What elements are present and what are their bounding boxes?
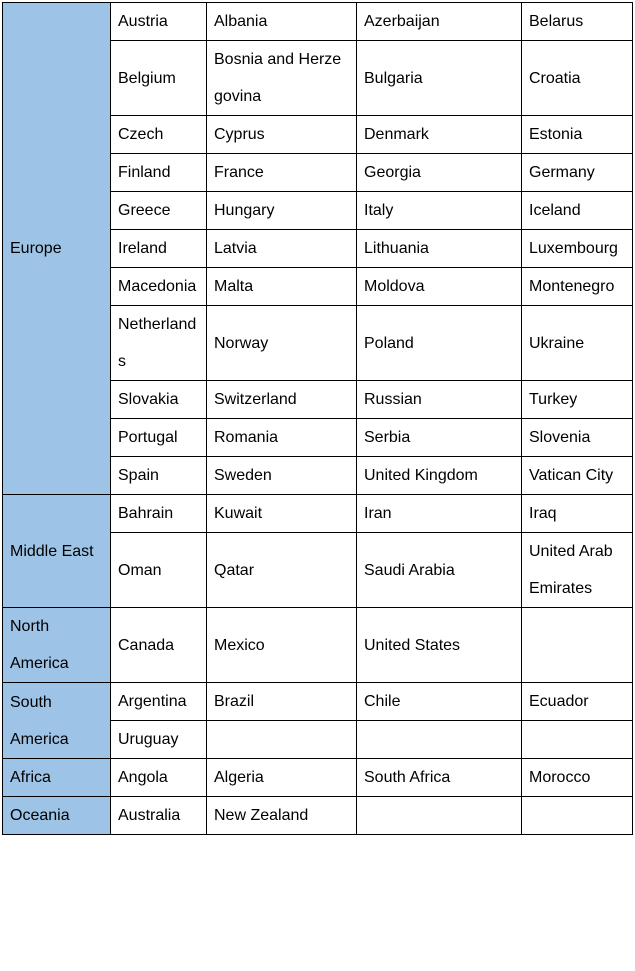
country-cell: South Africa <box>357 759 522 797</box>
country-cell: Azerbaijan <box>357 3 522 41</box>
region-cell: Oceania <box>3 797 111 835</box>
region-cell: Europe <box>3 3 111 495</box>
country-cell: Morocco <box>522 759 633 797</box>
country-cell: Germany <box>522 154 633 192</box>
country-cell: Serbia <box>357 419 522 457</box>
country-cell: Brazil <box>207 683 357 721</box>
country-cell: Lithuania <box>357 230 522 268</box>
country-region-table <box>2 2 633 835</box>
country-cell: Vatican City <box>522 457 633 495</box>
country-cell: Moldova <box>357 268 522 306</box>
country-cell: Chile <box>357 683 522 721</box>
country-cell: Macedonia <box>111 268 207 306</box>
country-cell: Ireland <box>111 230 207 268</box>
country-cell: Argentina <box>111 683 207 721</box>
country-cell: Spain <box>111 457 207 495</box>
country-cell: Italy <box>357 192 522 230</box>
country-cell: Georgia <box>357 154 522 192</box>
country-cell: New Zealand <box>207 797 357 835</box>
country-cell: Angola <box>111 759 207 797</box>
country-cell: Poland <box>357 306 522 381</box>
table-row <box>3 683 633 721</box>
country-cell <box>207 721 357 759</box>
country-cell: Portugal <box>111 419 207 457</box>
country-cell: Bosnia and Herzegovina <box>207 41 357 116</box>
country-cell <box>522 721 633 759</box>
country-cell: Iceland <box>522 192 633 230</box>
country-cell: Belgium <box>111 41 207 116</box>
country-cell: Bahrain <box>111 495 207 533</box>
country-cell: Ukraine <box>522 306 633 381</box>
country-cell: Albania <box>207 3 357 41</box>
region-cell: Africa <box>3 759 111 797</box>
country-cell: Mexico <box>207 608 357 683</box>
country-cell: Uruguay <box>111 721 207 759</box>
country-cell: Norway <box>207 306 357 381</box>
country-cell: United Kingdom <box>357 457 522 495</box>
country-cell: Switzerland <box>207 381 357 419</box>
country-cell: United Arab Emirates <box>522 533 633 608</box>
country-cell: Croatia <box>522 41 633 116</box>
country-cell: Qatar <box>207 533 357 608</box>
region-cell: North America <box>3 608 111 683</box>
country-cell: Oman <box>111 533 207 608</box>
country-cell: Ecuador <box>522 683 633 721</box>
country-cell: Kuwait <box>207 495 357 533</box>
region-cell: South America <box>3 683 111 759</box>
country-cell: Czech <box>111 116 207 154</box>
country-cell <box>357 721 522 759</box>
country-cell: Denmark <box>357 116 522 154</box>
country-cell: Estonia <box>522 116 633 154</box>
country-cell: Netherlands <box>111 306 207 381</box>
country-cell: Iraq <box>522 495 633 533</box>
country-cell: Slovenia <box>522 419 633 457</box>
table-row <box>3 495 633 533</box>
country-cell: Sweden <box>207 457 357 495</box>
country-cell: France <box>207 154 357 192</box>
country-cell: Austria <box>111 3 207 41</box>
country-cell: Montenegro <box>522 268 633 306</box>
table-row <box>3 3 633 41</box>
country-cell <box>522 797 633 835</box>
country-cell: United States <box>357 608 522 683</box>
country-cell: Belarus <box>522 3 633 41</box>
country-cell: Malta <box>207 268 357 306</box>
country-cell: Cyprus <box>207 116 357 154</box>
country-cell: Hungary <box>207 192 357 230</box>
table-row <box>3 797 633 835</box>
country-cell: Russian <box>357 381 522 419</box>
country-cell: Iran <box>357 495 522 533</box>
country-cell: Greece <box>111 192 207 230</box>
country-cell: Romania <box>207 419 357 457</box>
country-cell: Canada <box>111 608 207 683</box>
table-row <box>3 608 633 683</box>
country-cell: Luxembourg <box>522 230 633 268</box>
country-cell: Algeria <box>207 759 357 797</box>
country-cell <box>357 797 522 835</box>
table-row <box>3 759 633 797</box>
country-cell: Australia <box>111 797 207 835</box>
country-cell: Turkey <box>522 381 633 419</box>
country-cell: Bulgaria <box>357 41 522 116</box>
country-cell: Slovakia <box>111 381 207 419</box>
country-cell: Latvia <box>207 230 357 268</box>
region-cell: Middle East <box>3 495 111 608</box>
country-cell: Saudi Arabia <box>357 533 522 608</box>
country-cell: Finland <box>111 154 207 192</box>
country-cell <box>522 608 633 683</box>
